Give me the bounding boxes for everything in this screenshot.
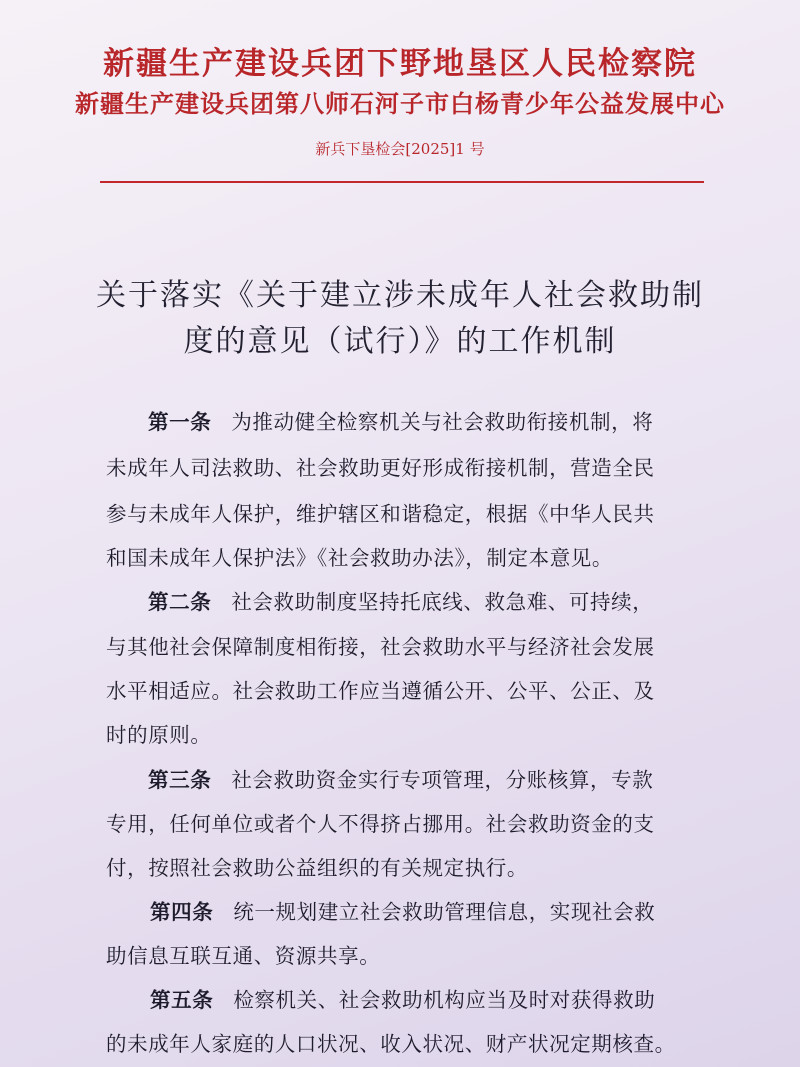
article-3-line-2: 专用，任何单位或者个人不得挤占挪用。社会救助资金的支 xyxy=(106,812,655,836)
article-1-heading: 第一条 xyxy=(148,410,212,434)
article-1-line-3: 参与未成年人保护，维护辖区和谐稳定，根据《中华人民共 xyxy=(106,502,655,526)
issuing-organization-2: 新疆生产建设兵团第八师石河子市白杨青少年公益发展中心 xyxy=(75,90,725,118)
red-divider-line xyxy=(100,181,704,183)
article-2-first-line xyxy=(148,585,653,615)
article-2-line-2: 与其他社会保障制度相衔接，社会救助水平与经济社会发展 xyxy=(106,635,655,659)
issuing-organization-1: 新疆生产建设兵团下野地垦区人民检察院 xyxy=(103,46,697,82)
article-3-text: 社会救助资金实行专项管理，分账核算，专款 xyxy=(231,768,654,792)
article-2-text: 社会救助制度坚持托底线、救急难、可持续， xyxy=(231,590,654,614)
article-4-line-2: 助信息互联互通、资源共享。 xyxy=(106,944,381,968)
document-title-line-2: 度的意见（试行）》的工作机制 xyxy=(183,324,617,359)
article-3-first-line xyxy=(148,763,653,793)
article-2-heading: 第二条 xyxy=(148,590,212,614)
document-number: 新兵下垦检会[2025]1 号 xyxy=(315,140,485,158)
article-4-text: 统一规划建立社会救助管理信息，实现社会救 xyxy=(233,900,656,924)
article-4-heading: 第四条 xyxy=(150,900,214,924)
article-4-first-line xyxy=(150,895,655,925)
article-1-line-4: 和国未成年人保护法》《社会救助办法》，制定本意见。 xyxy=(106,546,613,570)
article-1-first-line xyxy=(148,405,653,435)
document-title-line-1: 关于落实《关于建立涉未成年人社会救助制 xyxy=(96,278,704,313)
article-3-line-3: 付，按照社会救助公益组织的有关规定执行。 xyxy=(106,856,528,880)
article-2-line-4: 时的原则。 xyxy=(106,723,212,747)
article-5-first-line xyxy=(150,983,655,1013)
article-5-text: 检察机关、社会救助机构应当及时对获得救助 xyxy=(233,988,656,1012)
article-5-line-2: 的未成年人家庭的人口状况、收入状况、财产状况定期核查。 xyxy=(106,1032,676,1056)
article-1-line-2: 未成年人司法救助、社会救助更好形成衔接机制，营造全民 xyxy=(106,456,655,480)
article-3-heading: 第三条 xyxy=(148,768,212,792)
article-1-text: 为推动健全检察机关与社会救助衔接机制，将 xyxy=(231,410,654,434)
article-5-heading: 第五条 xyxy=(150,988,214,1012)
article-2-line-3: 水平相适应。社会救助工作应当遵循公开、公平、公正、及 xyxy=(106,679,655,703)
